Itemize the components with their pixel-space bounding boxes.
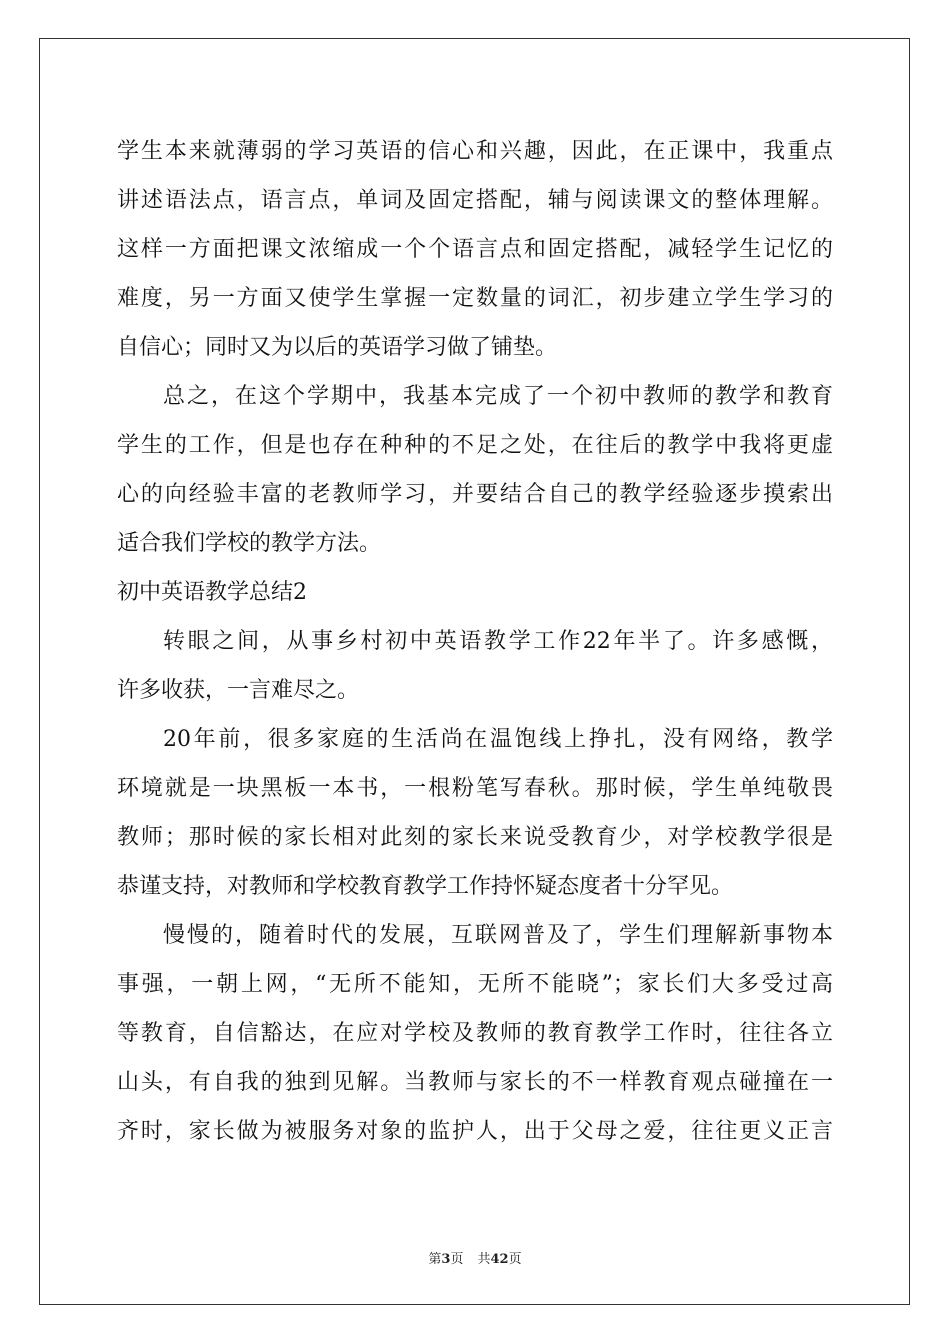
text-line: 山头，有自我的独到见解。当教师与家长的不一样教育观点碰撞在一 — [117, 1070, 833, 1095]
page-number: 3 — [441, 1252, 451, 1267]
page-footer — [0, 1248, 950, 1267]
text-line: 学生本来就薄弱的学习英语的信心和兴趣，因此，在正课中，我重点 — [117, 139, 833, 164]
text-line: 教师；那时候的家长相对此刻的家长来说受教育少，对学校教学很是 — [117, 825, 833, 850]
document-body — [117, 127, 833, 1156]
text-line: 这样一方面把课文浓缩成一个个语言点和固定搭配，减轻学生记忆的 — [117, 237, 833, 262]
text-line: 慢慢的，随着时代的发展，互联网普及了，学生们理解新事物本 — [163, 923, 833, 948]
text-line: 等教育，自信豁达，在应对学校及教师的教育教学工作时，往往各立 — [117, 1021, 833, 1046]
text-line: 许多收获，一言难尽之。 — [117, 678, 360, 703]
text-line: 初中英语教学总结2 — [117, 580, 307, 605]
total-suffix: 页 — [508, 1252, 522, 1267]
text-line: 恭谨支持，对教师和学校教育教学工作持怀疑态度者十分罕见。 — [117, 874, 734, 899]
text-line: 讲述语法点，语言点，单词及固定搭配，辅与阅读课文的整体理解。 — [117, 188, 833, 213]
total-prefix: 共 — [477, 1252, 491, 1267]
page-prefix: 第 — [428, 1252, 442, 1267]
text-line: 事强，一朝上网，“无所不能知，无所不能晓”；家长们大多受过高 — [117, 972, 833, 997]
text-line: 自信心；同时又为以后的英语学习做了铺垫。 — [117, 335, 558, 360]
text-line: 齐时，家长做为被服务对象的监护人，出于父母之爱，往往更义正言 — [117, 1119, 833, 1144]
text-line: 转眼之间，从事乡村初中英语教学工作22年半了。许多感慨， — [163, 629, 833, 654]
page-suffix: 页 — [450, 1252, 464, 1267]
total-pages: 42 — [490, 1252, 509, 1267]
text-line: 适合我们学校的教学方法。 — [117, 531, 382, 556]
text-line: 学生的工作，但是也存在种种的不足之处，在往后的教学中我将更虚 — [117, 433, 833, 458]
text-line: 总之，在这个学期中，我基本完成了一个初中教师的教学和教育 — [163, 384, 833, 409]
text-line: 难度，另一方面又使学生掌握一定数量的词汇，初步建立学生学习的 — [117, 286, 833, 311]
text-line: 20年前，很多家庭的生活尚在温饱线上挣扎，没有网络，教学 — [163, 727, 833, 752]
text-line: 心的向经验丰富的老教师学习，并要结合自己的教学经验逐步摸索出 — [117, 482, 833, 507]
text-line: 环境就是一块黑板一本书，一根粉笔写春秋。那时候，学生单纯敬畏 — [117, 776, 833, 801]
